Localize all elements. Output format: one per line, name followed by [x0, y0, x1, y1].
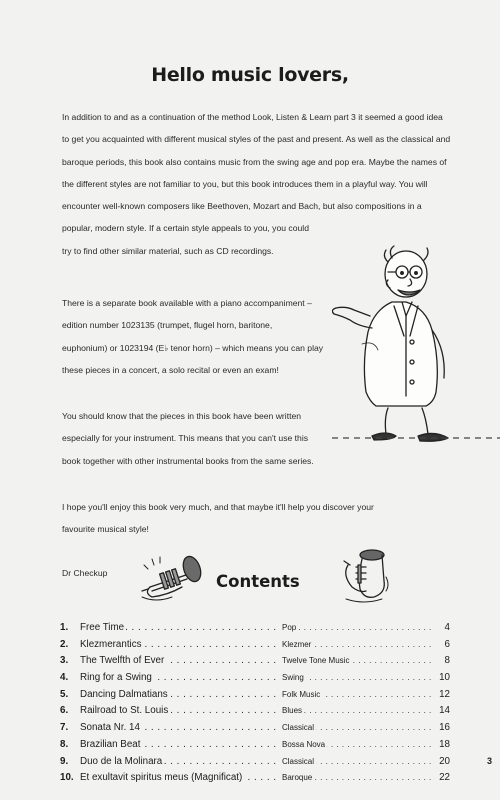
- toc-style-text: Classical: [282, 723, 315, 733]
- text-line: popular, modern style. If a certain style appeals to you, you could: [62, 223, 309, 234]
- table-of-contents: [60, 621, 450, 788]
- toc-row[interactable]: [60, 638, 450, 655]
- toc-style: [282, 740, 432, 749]
- toc-title: [80, 689, 280, 700]
- toc-title-text: Klezmerantics: [80, 638, 142, 650]
- toc-page: 16: [439, 722, 450, 734]
- toc-page: 6: [444, 638, 450, 650]
- toc-number: 2.: [60, 638, 69, 650]
- text-line: these pieces in a concert, a solo recital or even an exam!: [62, 364, 279, 375]
- toc-row[interactable]: [60, 621, 450, 638]
- toc-style: [282, 673, 432, 682]
- toc-title-text: The Twelfth of Ever: [80, 655, 165, 667]
- text-line: try to find other similar material, such as CD recordings.: [62, 245, 274, 256]
- text-line: favourite musical style!: [62, 524, 149, 535]
- toc-style: [282, 723, 432, 732]
- toc-number: 5.: [60, 688, 69, 700]
- toc-title-text: Railroad to St. Louis: [80, 705, 169, 717]
- toc-number: 1.: [60, 622, 69, 633]
- text-line: baroque periods, this book also contains music from the swing age and pop era. Maybe the names of: [62, 156, 447, 167]
- toc-number: 10.: [60, 772, 74, 784]
- toc-page: 18: [439, 738, 450, 750]
- text-line: to get you acquainted with different musical styles of the past and present. As well as the classical and: [62, 134, 451, 145]
- toc-number: 9.: [60, 755, 69, 767]
- toc-title: [80, 639, 280, 650]
- text-line: book together with other instrumental books from the same series.: [62, 455, 314, 466]
- toc-style: [282, 690, 432, 699]
- toc-title-text: Et exultavit spiritus meus (Magnificat): [80, 772, 243, 784]
- signature: Dr Checkup: [62, 568, 108, 578]
- toc-number: 7.: [60, 722, 69, 734]
- text-line: In addition to and as a continuation of the method Look, Listen & Learn part 3 it seemed a good idea: [62, 112, 443, 122]
- text-line: I hope you'll enjoy this book very much, and that maybe it'll help you discover your: [62, 502, 374, 512]
- page-number: 3: [486, 756, 492, 766]
- text-line: euphonium) or 1023194 (E♭ tenor horn) – which means you can play: [62, 342, 324, 353]
- toc-title-text: Dancing Dalmatians: [80, 688, 168, 700]
- toc-title-text: Ring for a Swing: [80, 672, 152, 684]
- toc-page: 22: [439, 772, 450, 784]
- text-line: especially for your instrument. This means that you can't use this: [62, 433, 309, 444]
- toc-style: [282, 706, 432, 715]
- text-line: edition number 1023135 (trumpet, flugel horn, baritone,: [62, 320, 273, 331]
- toc-title-text: Brazilian Beat: [80, 738, 141, 750]
- toc-number: 6.: [60, 705, 69, 717]
- text-line: There is a separate book available with a piano accompaniment –: [62, 298, 312, 308]
- toc-style: [282, 623, 432, 632]
- toc-style-text: Blues: [282, 706, 303, 716]
- toc-style-text: Classical: [282, 756, 315, 766]
- toc-page: 10: [439, 672, 450, 684]
- toc-title: [80, 705, 280, 716]
- toc-style-text: Swing: [282, 673, 304, 683]
- toc-number: 4.: [60, 672, 69, 684]
- toc-number: 8.: [60, 738, 69, 750]
- toc-style-text: Baroque: [282, 773, 313, 783]
- toc-style-text: Folk Music: [282, 689, 321, 699]
- text-line: encounter well-known composers like Beethoven, Mozart and Bach, but also compositions in a: [62, 201, 422, 212]
- toc-row[interactable]: [60, 755, 450, 772]
- trumpet-icon: [140, 553, 206, 605]
- toc-page: 12: [439, 688, 450, 700]
- toc-style-text: Pop: [282, 623, 297, 632]
- toc-title: [80, 739, 280, 750]
- toc-style: [282, 757, 432, 766]
- toc-page: 20: [439, 755, 450, 767]
- tuba-icon: [338, 547, 394, 603]
- toc-style: [282, 773, 432, 782]
- text-line: the different styles are not familiar to you, but this book introduces them in a playful way. You will: [62, 178, 428, 189]
- toc-style: [282, 656, 432, 665]
- toc-style: [282, 640, 432, 649]
- toc-number: 3.: [60, 655, 69, 667]
- toc-style-text: Twelve Tone Music: [282, 656, 350, 666]
- toc-row[interactable]: [60, 738, 450, 755]
- toc-title-text: Sonata Nr. 14: [80, 722, 140, 734]
- toc-row[interactable]: [60, 688, 450, 705]
- toc-title-text: Duo de la Molinara: [80, 755, 163, 767]
- toc-title: [80, 756, 280, 767]
- toc-row[interactable]: [60, 771, 450, 788]
- toc-title-text: Free Time: [80, 622, 125, 633]
- toc-title: [80, 672, 280, 683]
- text-line: You should know that the pieces in this book have been written: [62, 411, 302, 421]
- toc-row[interactable]: [60, 704, 450, 721]
- toc-title: [80, 622, 280, 633]
- toc-row[interactable]: [60, 654, 450, 671]
- contents-heading: Contents: [216, 572, 300, 591]
- toc-row[interactable]: [60, 721, 450, 738]
- accompaniment-paragraph: [62, 292, 323, 381]
- closing-paragraph: [62, 496, 374, 541]
- toc-page: 8: [444, 655, 450, 667]
- toc-style-text: Klezmer: [282, 639, 312, 649]
- toc-title: [80, 772, 280, 783]
- toc-style-text: Bossa Nova: [282, 739, 326, 749]
- toc-title: [80, 722, 280, 733]
- toc-page: 4: [444, 622, 450, 633]
- instrument-paragraph: [62, 405, 314, 472]
- toc-title: [80, 655, 280, 666]
- toc-page: 14: [439, 705, 450, 717]
- toc-row[interactable]: [60, 671, 450, 688]
- professor-character: [332, 232, 500, 447]
- page-title: Hello music lovers,: [151, 64, 349, 86]
